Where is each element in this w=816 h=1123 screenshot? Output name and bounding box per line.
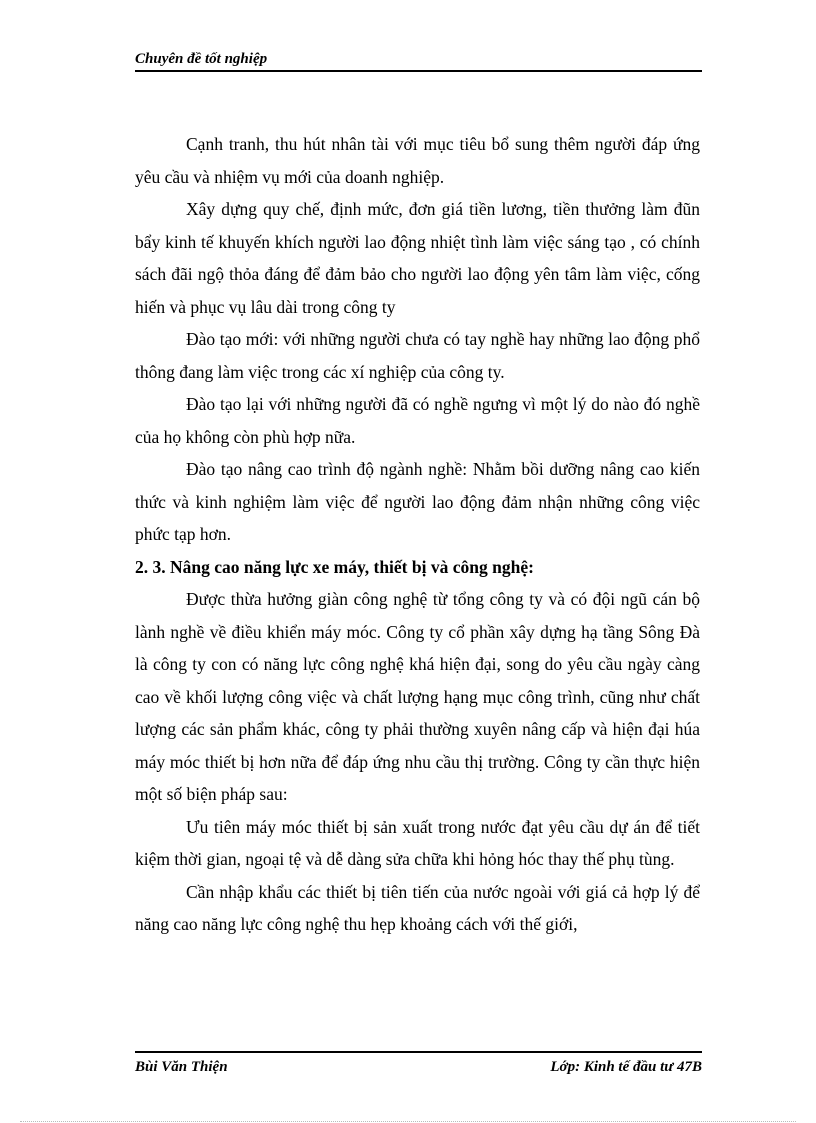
paragraph: Đào tạo lại với những người đã có nghề ngưng vì một lý do nào đó nghề của họ không còn phù hợp nữa. [135, 394, 700, 447]
section-heading: 2. 3. Nâng cao năng lực xe máy, thiết bị và công nghệ: [135, 556, 534, 577]
header-title: Chuyên đề tốt nghiệp [135, 51, 268, 67]
paragraph: Đào tạo nâng cao trình độ ngành nghề: Nhằm bồi dưỡng nâng cao kiến thức và kinh nghiệm làm việc để người lao động đảm nhận những công việc phức tạp hơn. [135, 459, 700, 544]
page-footer [135, 1056, 702, 1078]
footer-class: Lớp: Kinh tế đầu tư 47B [550, 1059, 702, 1075]
paragraph: Cạnh tranh, thu hút nhân tài với mục tiêu bổ sung thêm người đáp ứng yêu cầu và nhiệm vụ mới của doanh nghiệp. [135, 134, 700, 187]
paragraph: Xây dựng quy chế, định mức, đơn giá tiền lương, tiền thưởng làm đũn bẩy kinh tế khuyến khích người lao động nhiệt tình làm việc sáng tạo , có chính sách đãi ngộ thỏa đáng để đảm bảo cho người lao động yên tâm làm việc, cống hiến và phục vụ lâu dài trong công ty [135, 199, 700, 317]
paragraph: Cần nhập khẩu các thiết bị tiên tiến của nước ngoài với giá cả hợp lý để năng cao năng lực công nghệ thu hẹp khoảng cách với thế giới, [135, 881, 700, 934]
page-header [135, 48, 702, 70]
document-body [135, 128, 700, 941]
page-edge-divider [20, 1121, 796, 1122]
footer-divider [135, 1051, 702, 1053]
paragraph: Đào tạo mới: với những người chưa có tay nghề hay những lao động phổ thông đang làm việc trong các xí nghiệp của công ty. [135, 329, 700, 382]
paragraph: Ưu tiên máy móc thiết bị sản xuất trong nước đạt yêu cầu dự án để tiết kiệm thời gian, ngoại tệ và dễ dàng sửa chữa khi hỏng hóc thay thế phụ tùng. [135, 816, 700, 869]
paragraph: Được thừa hưởng giàn công nghệ từ tổng công ty và có đội ngũ cán bộ lành nghề về điều khiển máy móc. Công ty cổ phần xây dựng hạ tầng Sông Đà là công ty con có năng lực công nghệ khá hiện đại, song do yêu cầu ngày càng cao về khối lượng công việc và chất lượng hạng mục công trình, cũng như chất lượng các sản phẩm khác, công ty phải thường xuyên nâng cấp và hiện đại húa máy móc thiết bị hơn nữa để đáp ứng nhu cầu thị trường. Công ty cần thực hiện một số biện pháp sau: [135, 589, 700, 804]
footer-author: Bùi Văn Thiện [135, 1059, 228, 1075]
header-divider [135, 70, 702, 72]
